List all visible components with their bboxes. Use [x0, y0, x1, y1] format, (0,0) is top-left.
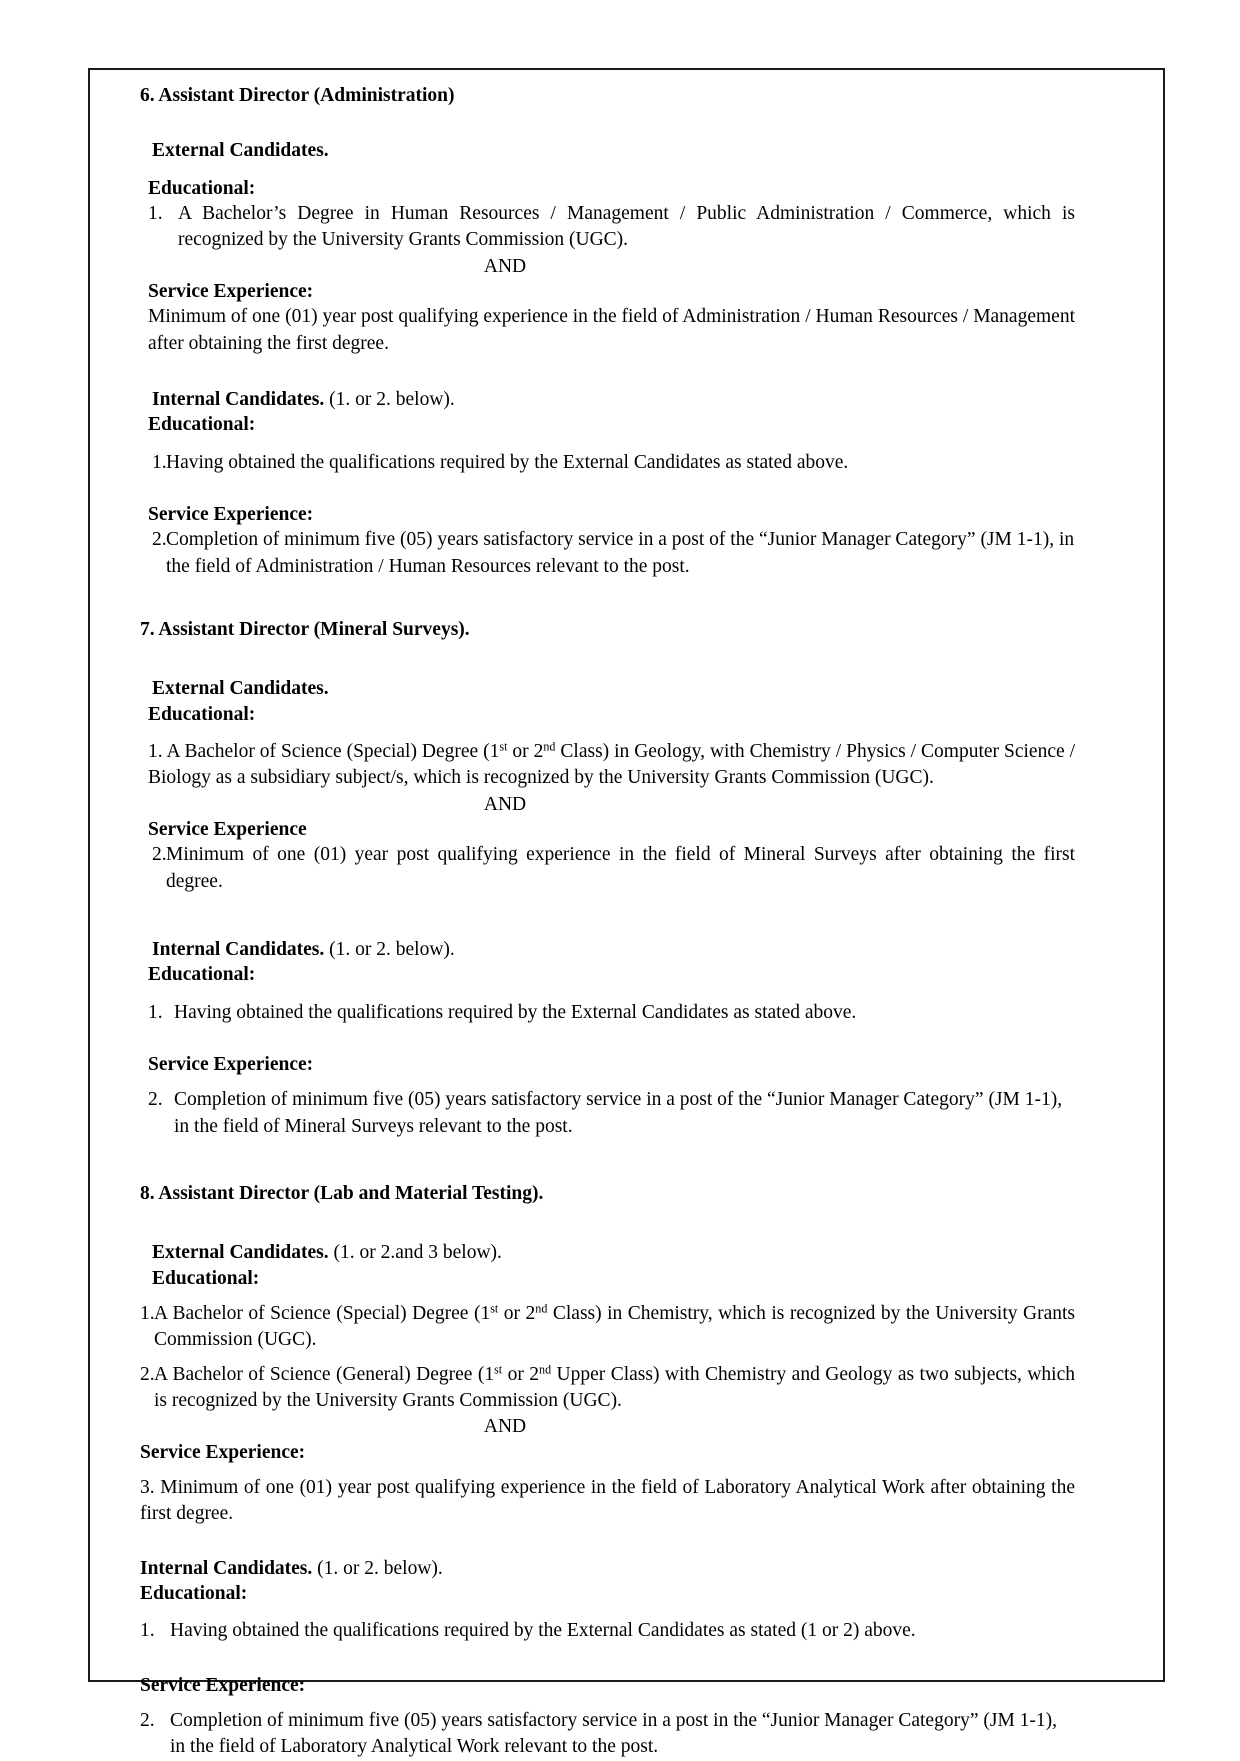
spacer — [140, 1077, 1075, 1087]
document-content — [140, 84, 1075, 1761]
spacer — [140, 1528, 1075, 1556]
section-8-external-educational-label: Educational: — [152, 1267, 260, 1289]
section-8-heading: 8. Assistant Director (Lab and Material Testing). — [140, 1182, 544, 1204]
section-7-internal-candidates-label — [152, 937, 1075, 962]
section-6-internal-educational-item — [152, 450, 1075, 476]
spacer — [140, 1698, 1075, 1708]
spacer — [140, 164, 1075, 176]
list-marker: 2. — [152, 529, 167, 551]
spacer — [140, 1606, 1075, 1618]
internal-candidates-qualifier: (1. or 2. below). — [329, 389, 455, 410]
section-6-internal-candidates-label — [152, 387, 1075, 412]
section-7-external-service-label: Service Experience — [148, 819, 307, 840]
external-candidates-qualifier: (1. or 2.and 3 below). — [333, 1242, 502, 1264]
section-7-internal-service-item — [148, 1087, 1075, 1140]
spacer — [140, 1465, 1075, 1475]
section-7-external-educational-item-1 — [148, 739, 1075, 792]
section-8-and-connector: AND — [483, 1416, 527, 1438]
section-7-and-connector: AND — [483, 793, 527, 815]
spacer — [140, 476, 1075, 502]
section-8-internal-candidates-label — [140, 1556, 1075, 1581]
spacer — [140, 1140, 1075, 1182]
list-marker: 2. — [152, 844, 167, 866]
spacer — [140, 1354, 1075, 1362]
edu-text-part-2: or 2 — [502, 1363, 540, 1385]
edu-text-part-3: Upper Class) with Chemistry and Geology as two subjects, which is recognized by the University Grants Commission (UGC). — [154, 1363, 1076, 1411]
spacer — [140, 1206, 1075, 1240]
list-text: Completion of minimum five (05) years satisfactory service in a post of the “Junior Manager Category” (JM 1-1), in the field of Mineral Surveys relevant to the post. — [174, 1089, 1063, 1137]
ordinal-suffix-st: st — [494, 1362, 503, 1377]
section-6-internal-educational-label: Educational: — [148, 414, 256, 436]
edu-text-part-3: Class) in Geology, with Chemistry / Physics / Computer Science / Biology as a subsidiary subject/s, which is recognized by the University Grants Commission (UGC). — [148, 741, 1075, 789]
section-6-external-service-text: Minimum of one (01) year post qualifying experience in the field of Administration / Human Resources / Management after obtaining the first degree. — [148, 306, 1075, 354]
section-8-internal-educational-label: Educational: — [140, 1582, 248, 1604]
section-8-external-candidates-label — [152, 1240, 1075, 1265]
edu-text-part-2: or 2 — [507, 741, 544, 763]
spacer — [140, 1291, 1075, 1301]
list-text: Completion of minimum five (05) years satisfactory service in a post of the “Junior Manager Category” (JM 1-1), in the field of Administration / Human Resources relevant to the post. — [166, 529, 1075, 577]
list-marker: 2. — [140, 1363, 155, 1385]
list-text — [154, 1301, 1075, 1354]
list-text: Having obtained the qualifications required by the External Candidates as stated above. — [174, 1001, 857, 1023]
section-7-heading: 7. Assistant Director (Mineral Surveys). — [140, 618, 470, 640]
ordinal-suffix-st: st — [499, 739, 508, 754]
spacer — [140, 108, 1075, 138]
list-marker: 2. — [148, 1089, 163, 1111]
internal-candidates-qualifier: (1. or 2. below). — [317, 1557, 443, 1579]
list-marker: 1. — [148, 203, 163, 225]
list-text: Having obtained the qualifications required by the External Candidates as stated above. — [166, 451, 849, 473]
section-8-internal-service-label: Service Experience: — [140, 1674, 306, 1696]
page-border-frame — [88, 68, 1165, 1758]
section-8-internal-service-item — [140, 1708, 1075, 1761]
section-8-external-educational-item-1 — [140, 1301, 1075, 1354]
section-8-internal-educational-item — [140, 1618, 1075, 1644]
list-text: Completion of minimum five (05) years satisfactory service in a post in the “Junior Manager Category” (JM 1-1), in the field of Laboratory Analytical Work relevant to the post. — [170, 1709, 1058, 1758]
section-8-external-educational-item-2 — [140, 1362, 1075, 1415]
section-6-external-educational-label: Educational: — [148, 177, 256, 199]
spacer — [140, 895, 1075, 937]
edu-text-part-3: Class) in Chemistry, which is recognized by the University Grants Commission (UGC). — [154, 1303, 1076, 1351]
edu-text-part-2: or 2 — [498, 1303, 536, 1324]
section-6-external-service-label: Service Experience: — [148, 281, 314, 303]
list-marker: 2. — [140, 1709, 155, 1731]
ordinal-suffix-st: st — [490, 1301, 499, 1316]
ordinal-suffix-nd: nd — [543, 739, 556, 754]
section-7-external-candidates-label: External Candidates. — [152, 678, 329, 700]
section-7-internal-educational-item — [148, 1000, 1075, 1026]
spacer — [140, 988, 1075, 1000]
list-text: Having obtained the qualifications required by the External Candidates as stated (1 or 2) above. — [170, 1620, 916, 1642]
internal-candidates-text: Internal Candidates. — [152, 938, 325, 960]
section-6-internal-service-label: Service Experience: — [148, 504, 314, 525]
section-6-heading: 6. Assistant Director (Administration) — [140, 85, 455, 106]
section-7-external-educational-label: Educational: — [148, 703, 256, 725]
list-text — [154, 1362, 1075, 1415]
section-6-external-educational-item — [148, 201, 1075, 254]
ordinal-suffix-nd: nd — [539, 1362, 552, 1377]
section-7-external-service-item — [152, 842, 1075, 895]
spacer — [140, 1645, 1075, 1673]
list-text: A Bachelor’s Degree in Human Resources / Management / Public Administration / Commerce, which is recognized by the University Grants Commission (UGC). — [178, 203, 1075, 251]
internal-candidates-text: Internal Candidates. — [140, 1557, 313, 1579]
spacer — [140, 642, 1075, 676]
spacer — [140, 357, 1075, 387]
list-marker: 1. — [148, 1001, 163, 1023]
spacer — [140, 1026, 1075, 1052]
section-6-external-candidates-label: External Candidates. — [152, 140, 329, 162]
section-7-internal-service-label: Service Experience: — [148, 1053, 314, 1075]
spacer — [140, 727, 1075, 739]
section-8-external-service-label: Service Experience: — [140, 1441, 306, 1463]
edu-text-part-1: A Bachelor of Science (Special) Degree (1 — [154, 1303, 491, 1324]
list-text: Minimum of one (01) year post qualifying experience in the field of Mineral Surveys after obtaining the first degree. — [166, 844, 1075, 892]
internal-candidates-qualifier: (1. or 2. below). — [329, 938, 455, 960]
section-8-external-service-text: 3. Minimum of one (01) year post qualifying experience in the field of Laboratory Analytical Work after obtaining the first degree. — [140, 1476, 1075, 1525]
section-6-and-connector: AND — [483, 255, 527, 277]
spacer — [140, 580, 1075, 618]
ordinal-suffix-nd: nd — [535, 1301, 548, 1316]
edu-text-part-1: A Bachelor of Science (General) Degree (1 — [154, 1363, 495, 1385]
edu-text-part-1: 1. A Bachelor of Science (Special) Degree (1 — [148, 741, 500, 763]
list-marker: 1. — [140, 1620, 155, 1642]
list-marker: 1. — [152, 451, 167, 473]
external-candidates-text: External Candidates. — [152, 1242, 329, 1264]
internal-candidates-text: Internal Candidates. — [152, 389, 325, 410]
section-6-internal-service-item — [152, 527, 1075, 580]
section-7-internal-educational-label: Educational: — [148, 964, 256, 986]
spacer — [140, 438, 1075, 450]
list-marker: 1. — [140, 1303, 155, 1324]
